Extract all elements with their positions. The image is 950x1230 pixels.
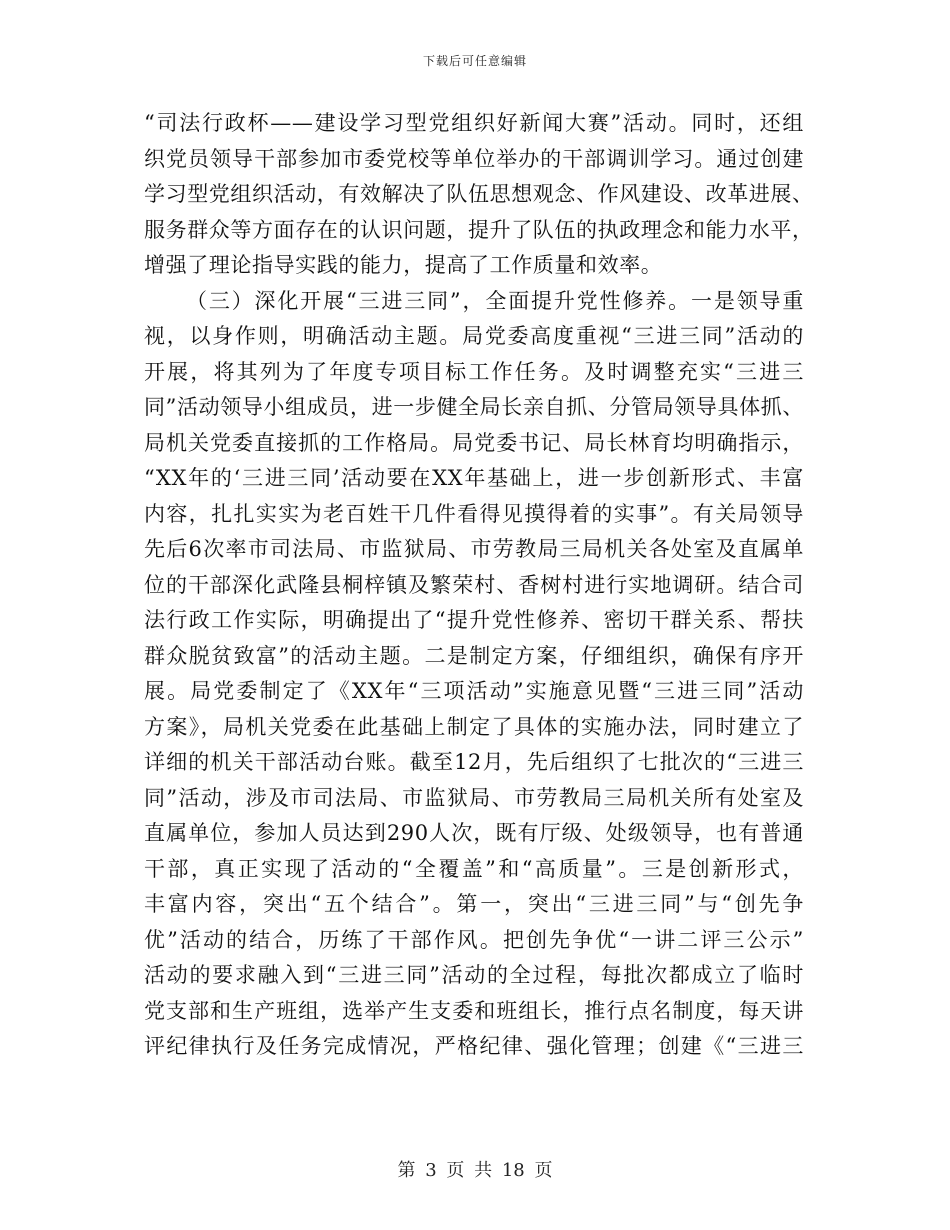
body-line: 群众脱贫致富”的活动主题。二是制定方案，仔细组织，确保有序开 [144,643,804,668]
body-line: 内容，扎扎实实为老百姓干几件看得见摸得着的实事”。有关局领导 [144,501,804,526]
body-line: 评纪律执行及任务完成情况，严格纪律、强化管理；创建《“三进三 [144,1034,804,1058]
body-line: 党支部和生产班组，选举产生支委和班组长，推行点名制度，每天讲 [144,998,804,1023]
page-number: 第 3 页 共 18 页 [397,1160,553,1181]
body-line: 学习型党组织活动，有效解决了队伍思想观念、作风建设、改革进展、 [144,182,814,206]
body-line: 详细的机关干部活动台账。截至12月，先后组织了七批次的“三进三 [144,750,804,774]
body-line: 服务群众等方面存在的认识问题，提升了队伍的执政理念和能力水平， [144,217,814,242]
body-line: 活动的要求融入到“三进三同”活动的全过程，每批次都成立了临时 [144,963,804,987]
body-line: 同”活动，涉及市司法局、市监狱局、市劳教局三局机关所有处室及 [144,785,804,810]
page-header: 下载后可任意编辑 [422,54,527,68]
body-line: 法行政工作实际，明确提出了“提升党性修养、密切干群关系、帮扶 [144,608,804,632]
body-line: 方案》，局机关党委在此基础上制定了具体的实施办法，同时建立了 [144,714,804,739]
body-line: 位的干部深化武隆县桐梓镇及繁荣村、香树村进行实地调研。结合司 [144,572,804,597]
body-line: 视，以身作则，明确活动主题。局党委高度重视“三进三同”活动的 [144,324,804,348]
body-line: 直属单位，参加人员达到290人次，既有厅级、处级领导，也有普通 [144,821,804,845]
body-line: “司法行政杯——建设学习型党组织好新闻大赛”活动。同时，还组 [144,111,804,135]
body-line: 优”活动的结合，历练了干部作风。把创先争优“一讲二评三公示” [144,927,804,952]
document-body [144,106,814,1065]
body-line: 丰富内容，突出“五个结合”。第一，突出“三进三同”与“创先争 [144,892,804,916]
body-line: “XX年的‘三进三同’活动要在XX年基础上，进一步创新形式、丰富 [144,466,804,490]
section-heading-line: （三）深化开展“三进三同”，全面提升党性修养。一是领导重 [186,288,804,313]
body-line: 先后6次率市司法局、市监狱局、市劳教局三局机关各处室及直属单 [144,537,804,561]
body-line: 开展，将其列为了年度专项目标工作任务。及时调整充实“三进三 [144,359,804,384]
body-line: 干部，真正实现了活动的“全覆盖”和“高质量”。三是创新形式， [144,856,804,881]
body-line: 同”活动领导小组成员，进一步健全局长亲自抓、分管局领导具体抓、 [144,395,804,419]
body-line: 织党员领导干部参加市委党校等单位举办的干部调训学习。通过创建 [144,146,804,171]
body-line: 局机关党委直接抓的工作格局。局党委书记、局长林育均明确指示， [144,430,804,455]
body-line: 增强了理论指导实践的能力，提高了工作质量和效率。 [144,253,663,277]
body-line: 展。局党委制定了《XX年“三项活动”实施意见暨“三进三同”活动 [144,679,804,703]
